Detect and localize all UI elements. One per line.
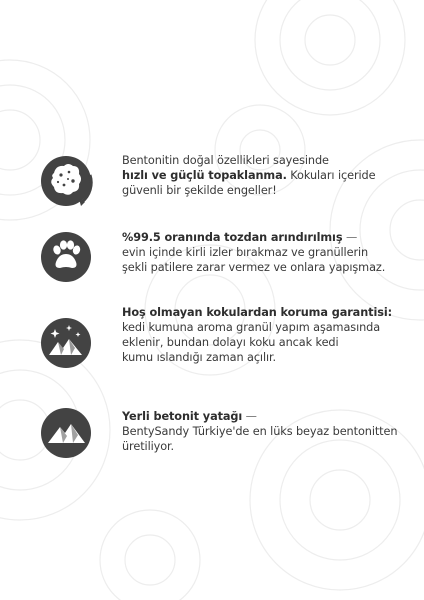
feature-line: kumu ıslandığı zaman açılır. — [122, 351, 277, 364]
clump-icon — [38, 153, 94, 209]
feature-text — [122, 230, 418, 275]
feature-line: eklenir, bundan dolayı koku ancak kedi — [122, 336, 339, 349]
mountain-icon — [38, 405, 94, 461]
feature-line: BentySandy Türkiye'de en lüks beyaz bentonitten — [122, 425, 398, 438]
feature-text — [122, 409, 418, 454]
feature-line: %99.5 oranında tozdan arındırılmış — — [122, 231, 358, 244]
feature-line: evin içinde kirli izler bırakmaz ve granüllerin — [122, 246, 369, 259]
feature-line: şekli patilere zarar vermez ve onlara yapışmaz. — [122, 261, 386, 274]
feature-line: Yerli betonit yatağı — — [122, 410, 257, 423]
feature-line: üretiliyor. — [122, 440, 175, 453]
feature-line: güvenli bir şekilde engeller! — [122, 184, 277, 197]
feature-line: Bentonitin doğal özellikleri sayesinde — [122, 154, 329, 167]
feature-line: Hoş olmayan kokulardan koruma garantisi: — [122, 306, 393, 319]
feature-text — [122, 305, 418, 365]
feature-line: hızlı ve güçlü topaklanma. Kokuları içeride — [122, 169, 376, 182]
feature-line: kedi kumuna aroma granül yapım aşamasında — [122, 321, 381, 334]
paw-icon — [38, 229, 94, 285]
mountain-sparkle-icon — [38, 315, 94, 371]
feature-text — [122, 153, 418, 198]
